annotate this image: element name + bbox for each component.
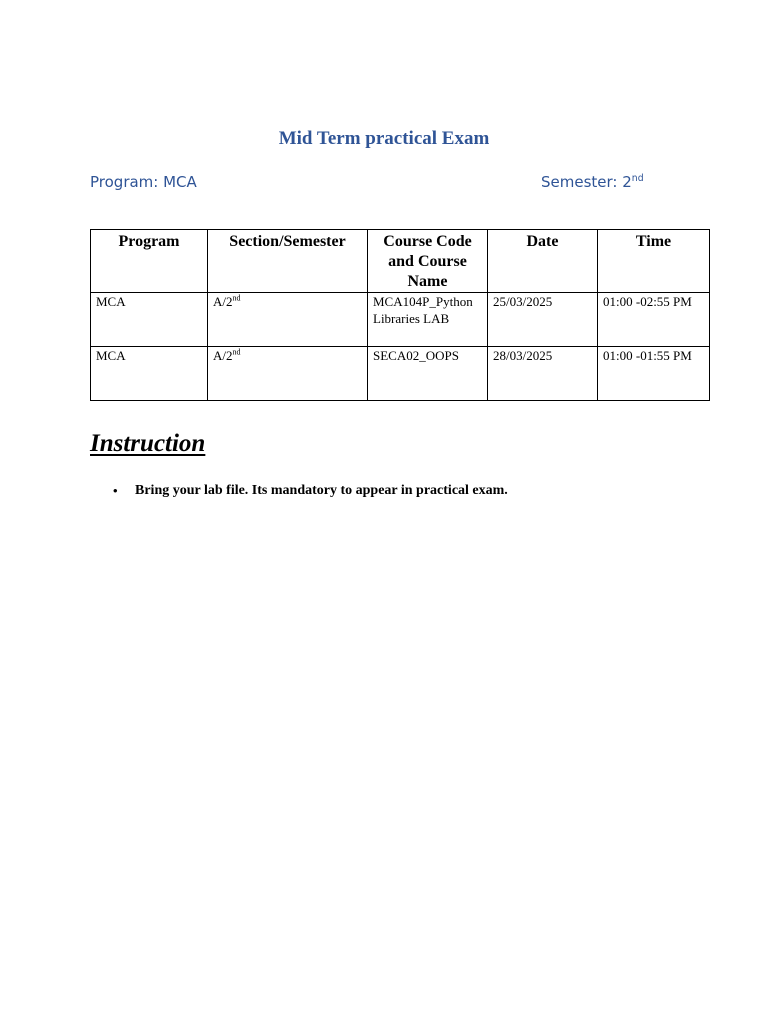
header-time: Time bbox=[598, 230, 710, 293]
program-label bbox=[90, 173, 197, 191]
header-section-semester: Section/Semester bbox=[208, 230, 368, 293]
semester-text: Semester: 2 bbox=[541, 173, 632, 191]
list-item bbox=[90, 482, 508, 500]
bullet-icon: • bbox=[113, 483, 118, 498]
section-ordinal: nd bbox=[232, 347, 241, 357]
section-text: A/2 bbox=[213, 348, 233, 363]
table-header-row bbox=[91, 230, 710, 293]
cell-course: MCA104P_Python Libraries LAB bbox=[368, 293, 488, 347]
instruction-list bbox=[90, 482, 508, 500]
cell-program: MCA bbox=[91, 347, 208, 401]
header-program: Program bbox=[91, 230, 208, 293]
header-course: Course Code and Course Name bbox=[368, 230, 488, 293]
cell-course: SECA02_OOPS bbox=[368, 347, 488, 401]
instruction-text: Bring your lab file. Its mandatory to appear in practical exam. bbox=[135, 483, 508, 498]
section-ordinal: nd bbox=[232, 293, 241, 303]
semester-label bbox=[541, 173, 644, 191]
cell-time: 01:00 -01:55 PM bbox=[598, 347, 710, 401]
cell-program: MCA bbox=[91, 293, 208, 347]
section-text: A/2 bbox=[213, 294, 233, 309]
page-title: Mid Term practical Exam bbox=[278, 128, 490, 149]
exam-schedule-table bbox=[90, 229, 710, 401]
cell-date: 28/03/2025 bbox=[488, 347, 598, 401]
program-text: Program: MCA bbox=[90, 173, 197, 191]
cell-section bbox=[208, 347, 368, 401]
table-row bbox=[91, 293, 710, 347]
instruction-heading: Instruction bbox=[90, 430, 206, 457]
cell-section bbox=[208, 293, 368, 347]
cell-time: 01:00 -02:55 PM bbox=[598, 293, 710, 347]
semester-ordinal: nd bbox=[631, 173, 644, 184]
header-date: Date bbox=[488, 230, 598, 293]
cell-date: 25/03/2025 bbox=[488, 293, 598, 347]
table-row bbox=[91, 347, 710, 401]
